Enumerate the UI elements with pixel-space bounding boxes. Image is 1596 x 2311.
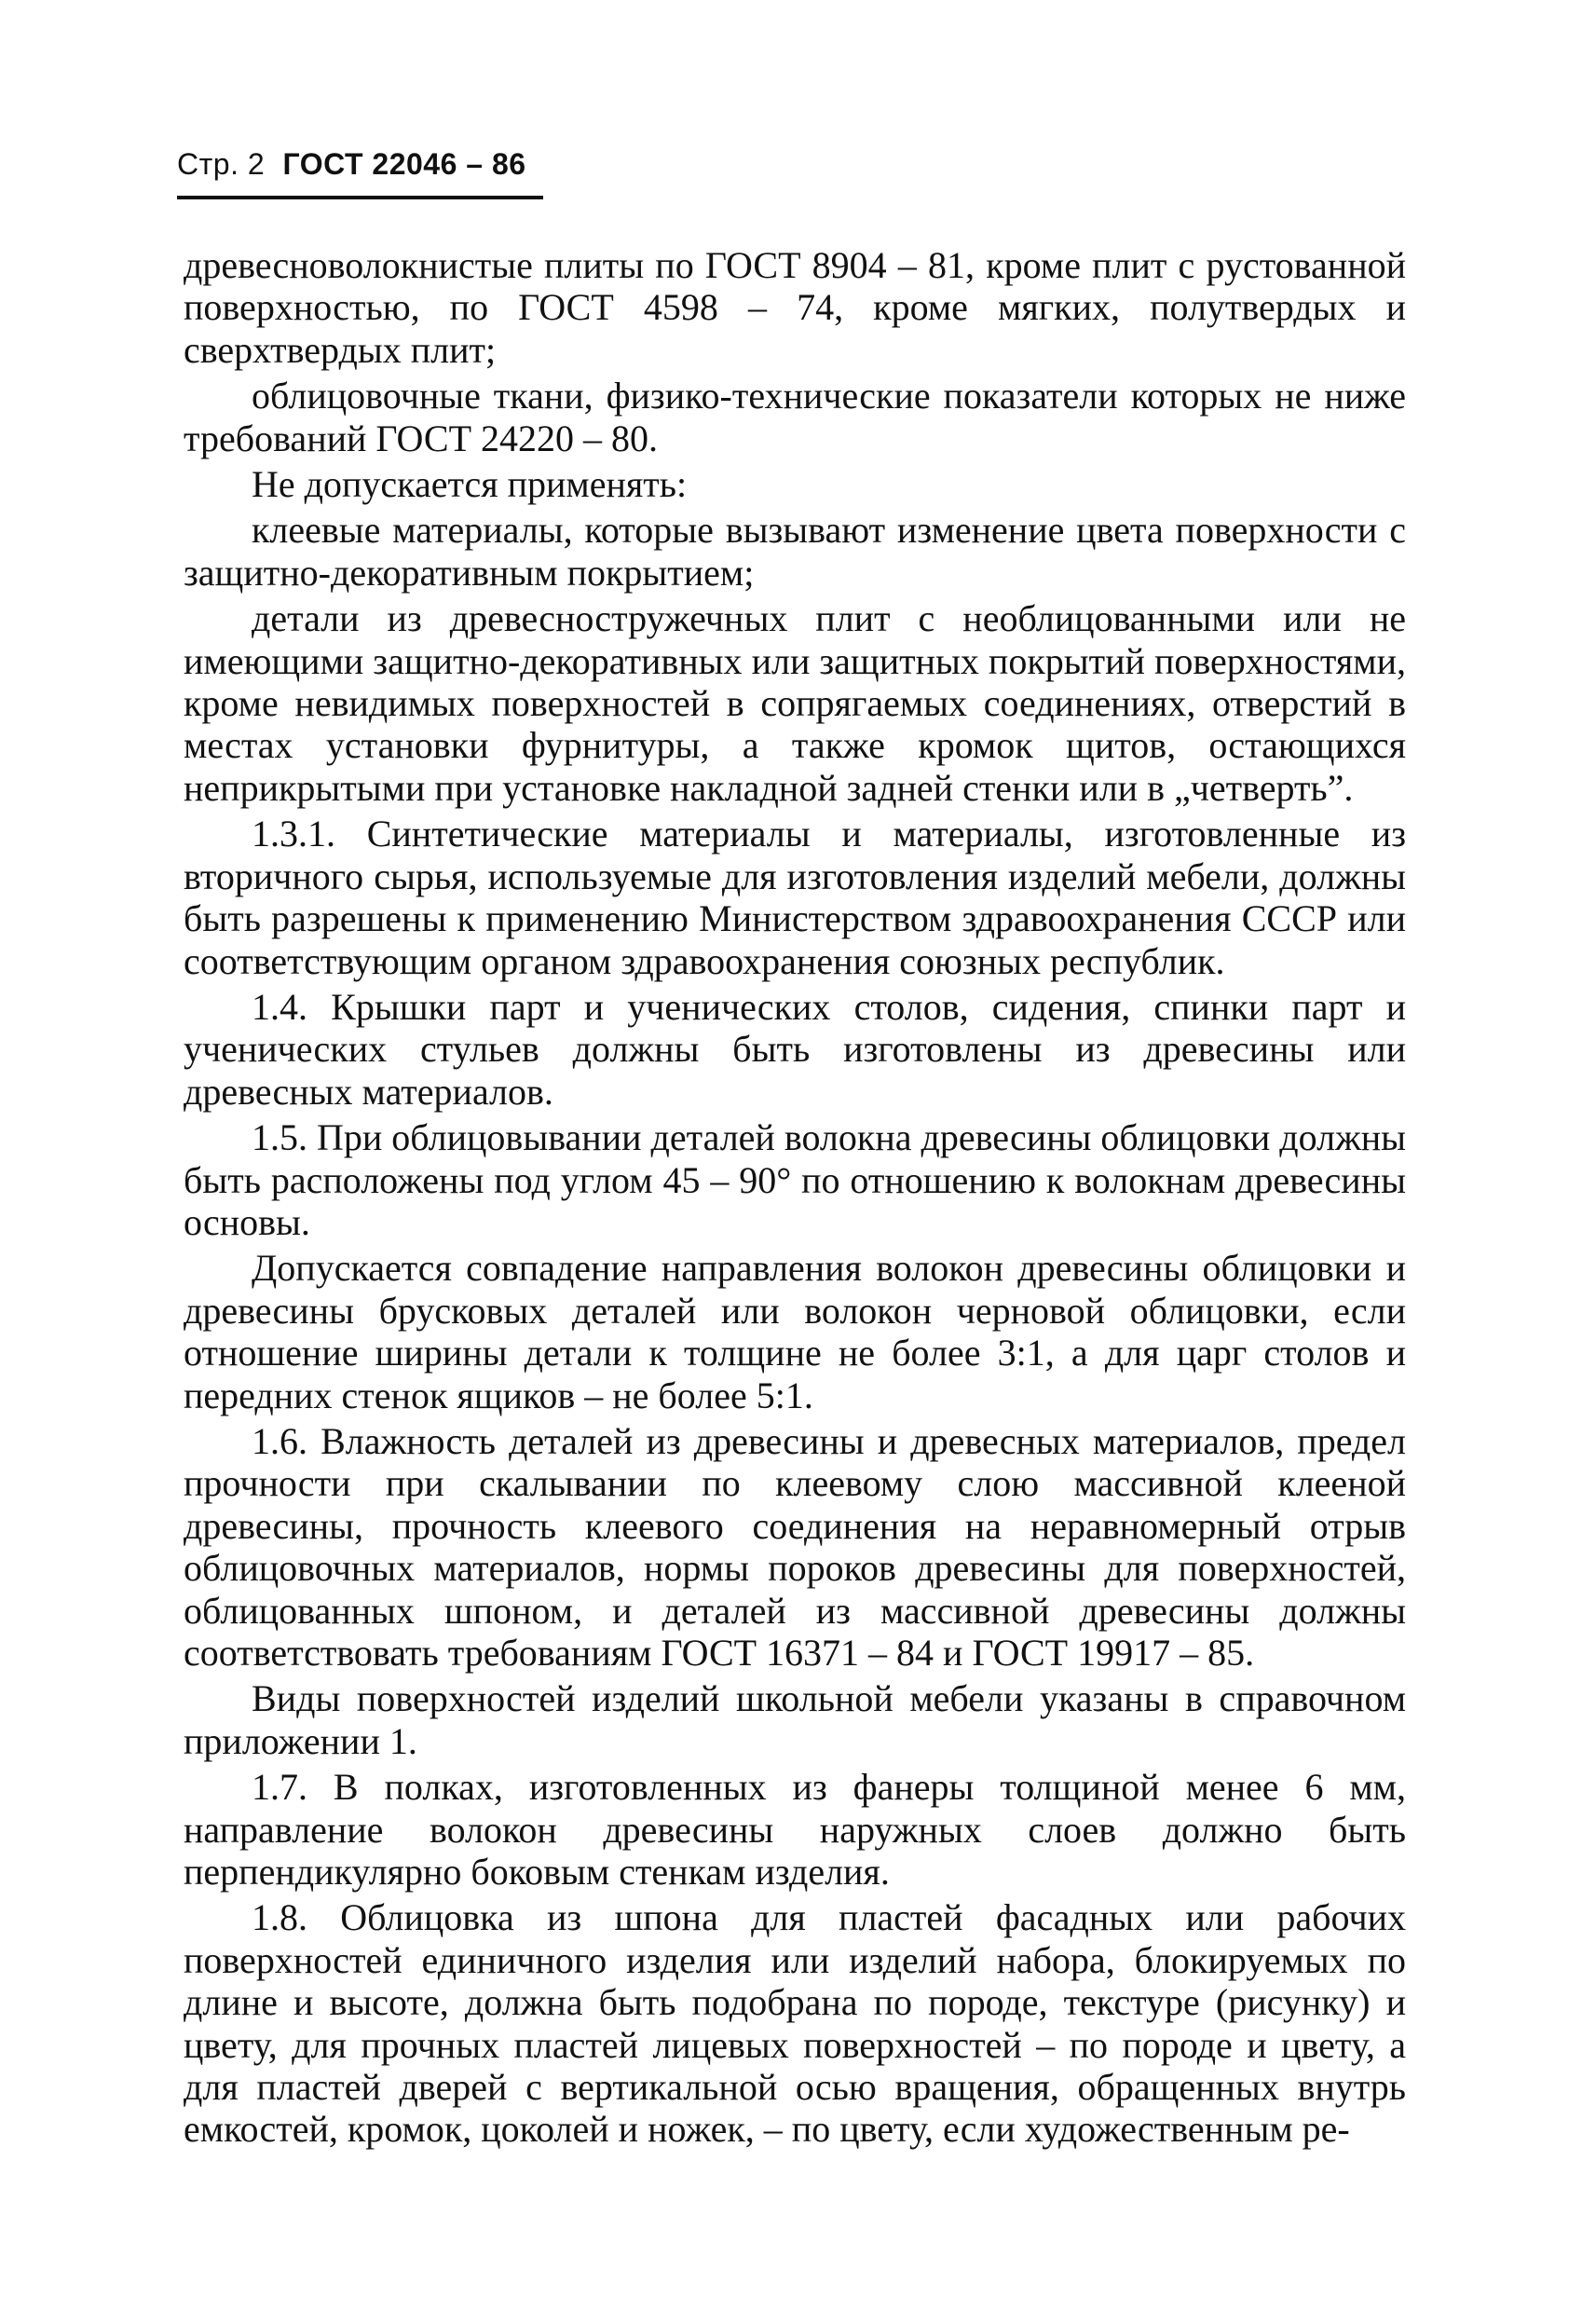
page-header (177, 147, 526, 182)
header-underline (177, 196, 543, 199)
paragraph-clause-1-6: 1.6. Влажность деталей из древесины и древесных материалов, предел прочности при скалывании по клеевому слою массивной клееной древесины, прочность клеевого соединения на неравномерный отрыв облицовочных материалов, нормы пороков древесины для поверхностей, облицованных шпоном, и деталей из массивной древесины должны соответствовать требованиям ГОСТ 16371 – 84 и ГОСТ 19917 – 85. (184, 1419, 1406, 1674)
paragraph-clause-1-7: 1.7. В полках, изготовленных из фанеры толщиной менее 6 мм, направление волокон древесины наружных слоев должно быть перпендикулярно боковым стенкам изделия. (184, 1766, 1406, 1894)
standard-designation: ГОСТ 22046 – 86 (282, 147, 526, 181)
paragraph-fibre-coincidence: Допускается совпадение направления волокон древесины облицовки и древесины брусковых деталей или волокон черновой облицовки, если отношение ширины детали к толщине не более 3:1, а для царг столов и передних стенок ящиков – не более 5:1. (184, 1247, 1406, 1416)
page-number-label: Стр. 2 (177, 147, 266, 181)
paragraph-surface-types: Виды поверхностей изделий школьной мебели указаны в справочном приложении 1. (184, 1677, 1406, 1762)
paragraph-adhesive-materials: клеевые материалы, которые вызывают изменение цвета поверхности с защитно-декоративным покрытием; (184, 509, 1406, 594)
paragraph-particleboard-parts: детали из древесностружечных плит с необлицованными или не имеющими защитно-декоративных или защитных покрытий поверхностями, кроме невидимых поверхностей в сопрягаемых соединениях, отверстий в местах установки фурнитуры, а также кромок щитов, остающихся неприкрытыми при установке накладной задней стенки или в „четверть”. (184, 597, 1406, 809)
paragraph-clause-1-8: 1.8. Облицовка из шпона для пластей фасадных или рабочих поверхностей единичного изделия или изделий набора, блокируемых по длине и высоте, должна быть подобрана по породе, текстуре (рисунку) и цвету, для прочных пластей лицевых поверхностей – по породе и цвету, а для пластей дверей с вертикальной осью вращения, обращенных внутрь емкостей, кромок, цоколей и ножек, – по цвету, если художественным ре- (184, 1896, 1406, 2151)
paragraph-clause-1-5: 1.5. При облицовывании деталей волокна древесины облицовки должны быть расположены под углом 45 – 90° по отношению к волокнам древесины основы. (184, 1116, 1406, 1243)
document-body (184, 244, 1406, 2154)
paragraph-clause-1-4: 1.4. Крышки парт и ученических столов, сидения, спинки парт и ученических стульев должны быть изготовлены из древесины или древесных материалов. (184, 985, 1406, 1113)
paragraph-fibreboard: древесноволокнистые плиты по ГОСТ 8904 – 81, кроме плит с рустованной поверхностью, по ГОСТ 4598 – 74, кроме мягких, полутвердых и сверхтвердых плит; (184, 244, 1406, 371)
paragraph-not-allowed-heading: Не допускается применять: (252, 463, 688, 506)
paragraph-clause-1-3-1: 1.3.1. Синтетические материалы и материалы, изготовленные из вторичного сырья, используемые для изготовления изделий мебели, должны быть разрешены к применению Министерством здравоохранения СССР или соответствующим органом здравоохранения союзных республик. (184, 813, 1406, 982)
paragraph-facing-fabrics: облицовочные ткани, физико-технические показатели которых не ниже требований ГОСТ 24220 – 80. (184, 375, 1406, 459)
